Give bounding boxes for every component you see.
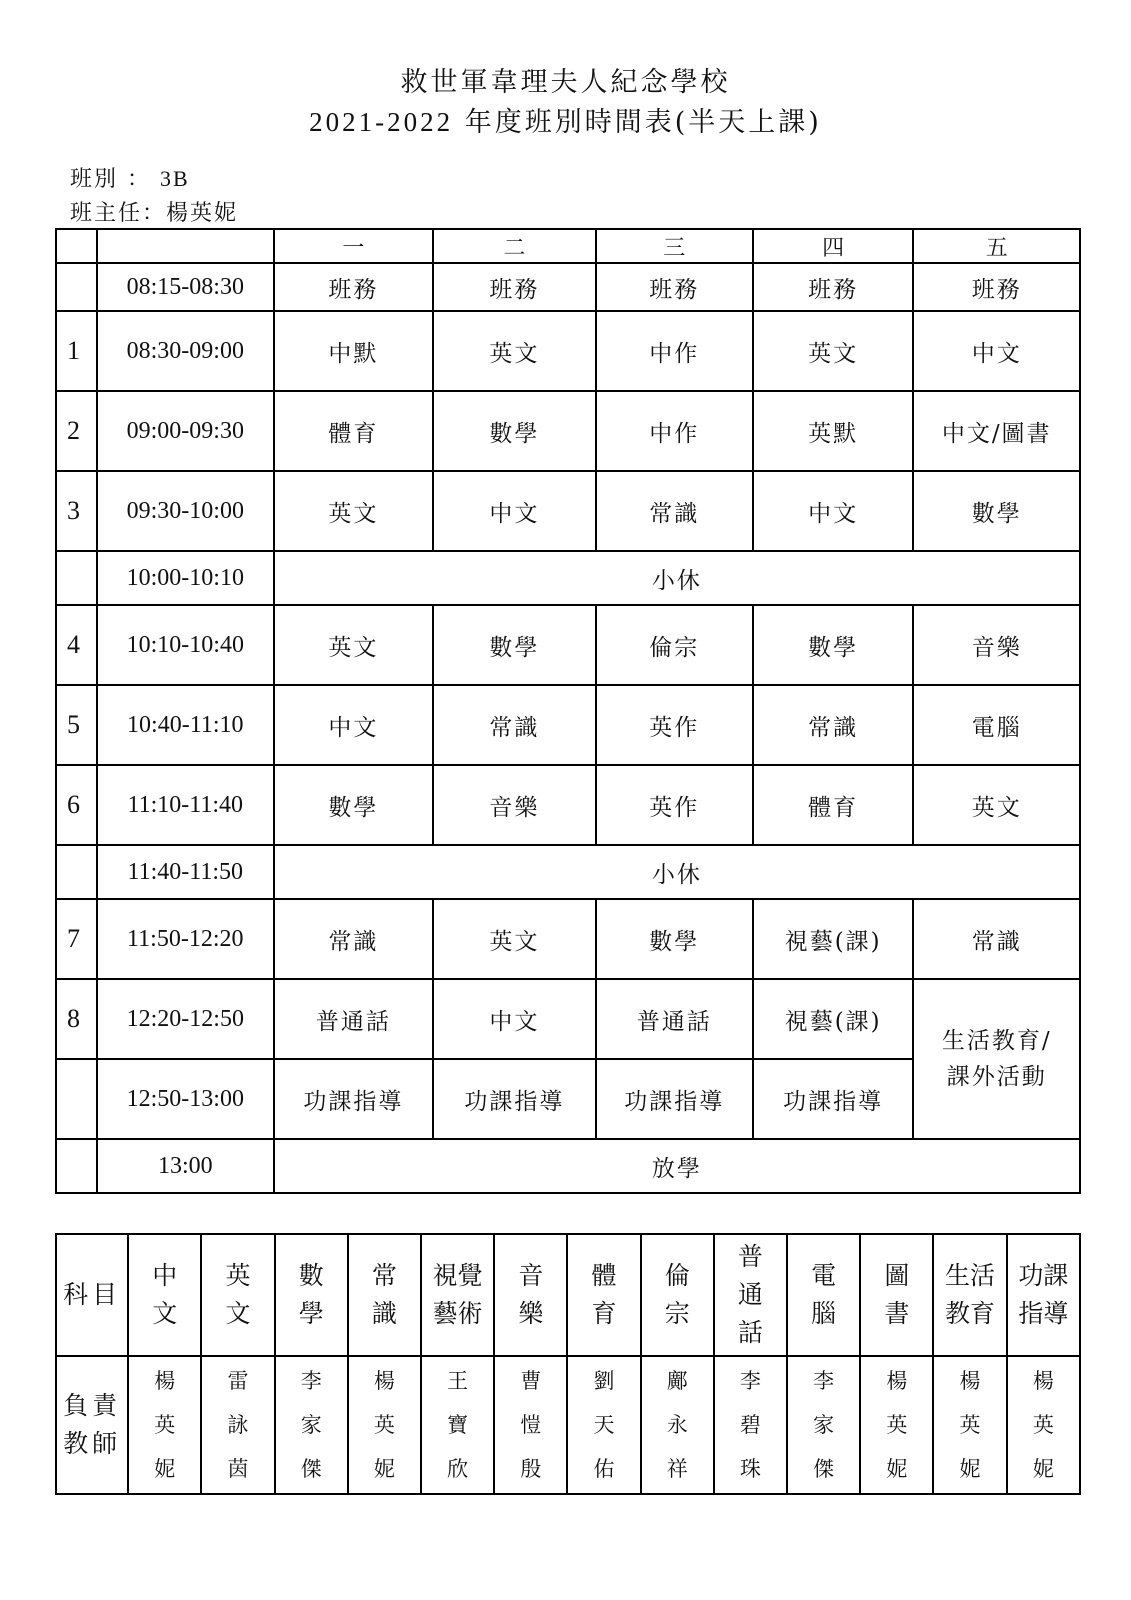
lesson-cell: 常識 (753, 685, 913, 765)
teacher-name-char: 鄺 (666, 1369, 688, 1393)
subject-name-cell (567, 1234, 640, 1356)
subject-name-line: 生活 (945, 1261, 996, 1290)
period-number: 6 (56, 765, 97, 845)
period-number: 8 (56, 979, 97, 1059)
subject-name-cell (275, 1234, 348, 1356)
subject-name-cell (641, 1234, 714, 1356)
teacher-name-cell (128, 1356, 201, 1494)
subject-name-line: 識 (371, 1299, 397, 1328)
school-year: 2021-2022 (309, 107, 454, 137)
time-cell: 08:15-08:30 (97, 263, 274, 311)
subject-name-cell (128, 1234, 201, 1356)
friday-activity-line: 生活教育/ (941, 1028, 1052, 1054)
lesson-cell: 功課指導 (274, 1059, 433, 1139)
period-row (56, 765, 1080, 845)
lesson-cell: 中默 (274, 311, 433, 391)
period-number: 3 (56, 471, 97, 551)
timetable (55, 228, 1081, 1194)
period-row (56, 311, 1080, 391)
teacher-name-cell (714, 1356, 787, 1494)
teacher-name-char: 永 (666, 1413, 688, 1437)
lesson-cell: 普通話 (596, 979, 753, 1059)
lesson-cell: 音樂 (913, 605, 1080, 685)
day-header-row (56, 229, 1080, 263)
teacher-name-cell (933, 1356, 1006, 1494)
teacher-name-char: 妮 (886, 1457, 908, 1481)
subject-teacher-table (55, 1233, 1081, 1495)
teacher-header-line: 負責 (63, 1391, 122, 1420)
subject-name-line: 數 (298, 1261, 324, 1290)
lesson-cell: 體育 (274, 391, 433, 471)
period-number: 5 (56, 685, 97, 765)
subject-name-line: 電 (811, 1261, 837, 1290)
time-cell: 13:00 (97, 1139, 274, 1193)
teacher-name-char: 珠 (739, 1457, 761, 1481)
lesson-cell: 英文 (753, 311, 913, 391)
lesson-cell: 常識 (596, 471, 753, 551)
period-cell (56, 845, 97, 899)
teacher-name-char: 楊 (959, 1369, 981, 1393)
time-cell: 11:40-11:50 (97, 845, 274, 899)
timetable-title (0, 100, 1131, 139)
dismissal-cell: 放學 (274, 1139, 1080, 1193)
break-cell: 小休 (274, 845, 1080, 899)
timetable-subtitle: 年度班別時間表(半天上課) (464, 107, 822, 138)
teacher-name-char: 詠 (227, 1413, 249, 1437)
time-cell: 10:00-10:10 (97, 551, 274, 605)
subject-name-line: 腦 (811, 1299, 837, 1328)
teacher-header-line: 教師 (63, 1429, 122, 1458)
lesson-cell: 英文 (274, 471, 433, 551)
time-cell: 12:50-13:00 (97, 1059, 274, 1139)
school-name: 救世軍韋理夫人紀念學校 (400, 67, 731, 98)
break-row (56, 845, 1080, 899)
period-cell (56, 1139, 97, 1193)
subject-name-line: 話 (737, 1318, 763, 1347)
period-row (56, 979, 1080, 1059)
day-header: 二 (433, 229, 595, 263)
lesson-cell: 音樂 (433, 765, 595, 845)
teacher-name-char: 妮 (373, 1457, 395, 1481)
lesson-cell: 常識 (274, 899, 433, 979)
teacher-name-char: 寶 (447, 1413, 469, 1437)
subject-name-line: 視覺 (432, 1261, 483, 1290)
teacher-name-cell (787, 1356, 860, 1494)
subject-name-cell (860, 1234, 933, 1356)
lesson-cell: 數學 (274, 765, 433, 845)
teacher-name-char: 曹 (520, 1369, 542, 1393)
teacher-name-cell (275, 1356, 348, 1494)
subject-name-line: 圖 (884, 1261, 910, 1290)
subject-name-line: 宗 (664, 1299, 690, 1328)
break-row (56, 551, 1080, 605)
day-header: 四 (753, 229, 913, 263)
subject-name-cell (787, 1234, 860, 1356)
period-number: 1 (56, 311, 97, 391)
subject-name-line: 學 (298, 1299, 324, 1328)
homeroom-row (56, 263, 1080, 311)
friday-activity-line: 課外活動 (946, 1064, 1047, 1090)
lesson-cell: 英作 (596, 685, 753, 765)
teacher-row (56, 1356, 1080, 1494)
teacher-name-char: 楊 (886, 1369, 908, 1393)
teacher-name-char: 李 (739, 1369, 761, 1393)
lesson-cell: 功課指導 (596, 1059, 753, 1139)
subject-name-line: 倫 (664, 1261, 690, 1290)
time-cell: 08:30-09:00 (97, 311, 274, 391)
teacher-name-char: 碧 (739, 1413, 761, 1437)
subject-name-line: 藝術 (432, 1299, 483, 1328)
teacher-name-char: 殷 (520, 1457, 542, 1481)
class-info (70, 162, 190, 193)
teacher-name-char: 祥 (666, 1457, 688, 1481)
lesson-cell: 英默 (753, 391, 913, 471)
teacher-name-char: 佑 (593, 1457, 615, 1481)
time-cell: 09:30-10:00 (97, 471, 274, 551)
subject-name-line: 普 (737, 1242, 763, 1271)
teacher-name-char: 天 (593, 1413, 615, 1437)
teacher-name-cell (421, 1356, 494, 1494)
lesson-cell: 班務 (753, 263, 913, 311)
subject-name-cell (348, 1234, 421, 1356)
teacher-name-char: 李 (300, 1369, 322, 1393)
teacher-name-char: 楊 (373, 1369, 395, 1393)
teacher-name-char: 愷 (520, 1413, 542, 1437)
period-row (56, 391, 1080, 471)
lesson-cell: 中文 (433, 979, 595, 1059)
period-row (56, 685, 1080, 765)
teacher-name-cell (641, 1356, 714, 1494)
day-header: 一 (274, 229, 433, 263)
lesson-cell: 英文 (433, 311, 595, 391)
class-value: 3B (160, 166, 190, 191)
day-header: 三 (596, 229, 753, 263)
lesson-cell: 班務 (433, 263, 595, 311)
friday-activity-cell (913, 979, 1080, 1139)
lesson-cell: 常識 (913, 899, 1080, 979)
subject-name-cell (1007, 1234, 1080, 1356)
lesson-cell: 班務 (913, 263, 1080, 311)
lesson-cell: 中文/圖書 (913, 391, 1080, 471)
time-cell: 09:00-09:30 (97, 391, 274, 471)
teacher-name-char: 楊 (1032, 1369, 1054, 1393)
teacher-name-char: 楊 (154, 1369, 176, 1393)
lesson-cell: 數學 (753, 605, 913, 685)
subject-name-line: 樂 (518, 1299, 544, 1328)
subject-name-line: 英 (225, 1261, 251, 1290)
lesson-cell: 倫宗 (596, 605, 753, 685)
class-teacher-info (70, 196, 238, 227)
corner-cell (56, 229, 97, 263)
lesson-cell: 中文 (274, 685, 433, 765)
period-number: 4 (56, 605, 97, 685)
lesson-cell: 常識 (433, 685, 595, 765)
subject-name-line: 音 (518, 1261, 544, 1290)
class-label: 班別 ： (70, 167, 151, 192)
class-teacher-label: 班主任： (70, 201, 167, 226)
subject-header: 科目 (56, 1234, 128, 1356)
dismissal-row (56, 1139, 1080, 1193)
teacher-name-char: 家 (300, 1413, 322, 1437)
day-header: 五 (913, 229, 1080, 263)
subject-name-line: 指導 (1018, 1299, 1069, 1328)
lesson-cell: 英文 (913, 765, 1080, 845)
teacher-name-char: 妮 (959, 1457, 981, 1481)
time-cell: 12:20-12:50 (97, 979, 274, 1059)
teacher-name-char: 英 (886, 1413, 908, 1437)
teacher-name-char: 英 (373, 1413, 395, 1437)
period-cell (56, 1059, 97, 1139)
lesson-cell: 體育 (753, 765, 913, 845)
teacher-name-char: 英 (959, 1413, 981, 1437)
subject-name-cell (714, 1234, 787, 1356)
break-cell: 小休 (274, 551, 1080, 605)
teacher-name-cell (1007, 1356, 1080, 1494)
lesson-cell: 數學 (913, 471, 1080, 551)
period-row (56, 605, 1080, 685)
subject-name-line: 育 (591, 1299, 617, 1328)
subject-name-line: 教育 (945, 1299, 996, 1328)
subject-name-line: 中 (152, 1261, 178, 1290)
lesson-cell: 中文 (913, 311, 1080, 391)
subject-name-cell (933, 1234, 1006, 1356)
subject-name-line: 功課 (1018, 1261, 1069, 1290)
teacher-name-cell (567, 1356, 640, 1494)
subject-name-cell (201, 1234, 274, 1356)
teacher-name-char: 傑 (300, 1457, 322, 1481)
time-cell: 10:10-10:40 (97, 605, 274, 685)
lesson-cell: 功課指導 (433, 1059, 595, 1139)
lesson-cell: 數學 (433, 605, 595, 685)
subject-name-line: 書 (884, 1299, 910, 1328)
class-teacher-value: 楊英妮 (166, 201, 239, 226)
teacher-name-char: 劉 (593, 1369, 615, 1393)
lesson-cell: 數學 (596, 899, 753, 979)
teacher-name-char: 家 (813, 1413, 835, 1437)
teacher-name-cell (201, 1356, 274, 1494)
lesson-cell: 視藝(課) (753, 899, 913, 979)
time-cell: 11:10-11:40 (97, 765, 274, 845)
lesson-cell: 英文 (433, 899, 595, 979)
lesson-cell: 中文 (753, 471, 913, 551)
teacher-name-cell (860, 1356, 933, 1494)
time-cell: 10:40-11:10 (97, 685, 274, 765)
teacher-name-char: 李 (813, 1369, 835, 1393)
teacher-name-char: 雷 (227, 1369, 249, 1393)
lesson-cell: 英作 (596, 765, 753, 845)
teacher-name-char: 英 (154, 1413, 176, 1437)
period-cell (56, 263, 97, 311)
subject-name-line: 通 (737, 1280, 763, 1309)
subject-name-line: 文 (225, 1299, 251, 1328)
subject-name-cell (494, 1234, 567, 1356)
teacher-name-char: 妮 (1032, 1457, 1054, 1481)
teacher-name-char: 欣 (447, 1457, 469, 1481)
teacher-name-char: 妮 (154, 1457, 176, 1481)
period-row (56, 471, 1080, 551)
lesson-cell: 中作 (596, 391, 753, 471)
lesson-cell: 功課指導 (753, 1059, 913, 1139)
time-header-cell (97, 229, 274, 263)
teacher-name-char: 王 (447, 1369, 469, 1393)
period-row (56, 899, 1080, 979)
lesson-cell: 英文 (274, 605, 433, 685)
lesson-cell: 中作 (596, 311, 753, 391)
period-cell (56, 551, 97, 605)
subject-name-cell (421, 1234, 494, 1356)
lesson-cell: 電腦 (913, 685, 1080, 765)
period-number: 7 (56, 899, 97, 979)
time-cell: 11:50-12:20 (97, 899, 274, 979)
teacher-name-char: 傑 (813, 1457, 835, 1481)
period-number: 2 (56, 391, 97, 471)
lesson-cell: 班務 (274, 263, 433, 311)
teacher-name-cell (348, 1356, 421, 1494)
teacher-header (56, 1356, 128, 1494)
teacher-name-char: 茵 (227, 1457, 249, 1481)
subject-name-line: 文 (152, 1299, 178, 1328)
lesson-cell: 中文 (433, 471, 595, 551)
lesson-cell: 班務 (596, 263, 753, 311)
teacher-name-cell (494, 1356, 567, 1494)
lesson-cell: 普通話 (274, 979, 433, 1059)
subject-name-line: 常 (371, 1261, 397, 1290)
subject-row (56, 1234, 1080, 1356)
lesson-cell: 視藝(課) (753, 979, 913, 1059)
teacher-name-char: 英 (1032, 1413, 1054, 1437)
subject-name-line: 體 (591, 1261, 617, 1290)
lesson-cell: 數學 (433, 391, 595, 471)
